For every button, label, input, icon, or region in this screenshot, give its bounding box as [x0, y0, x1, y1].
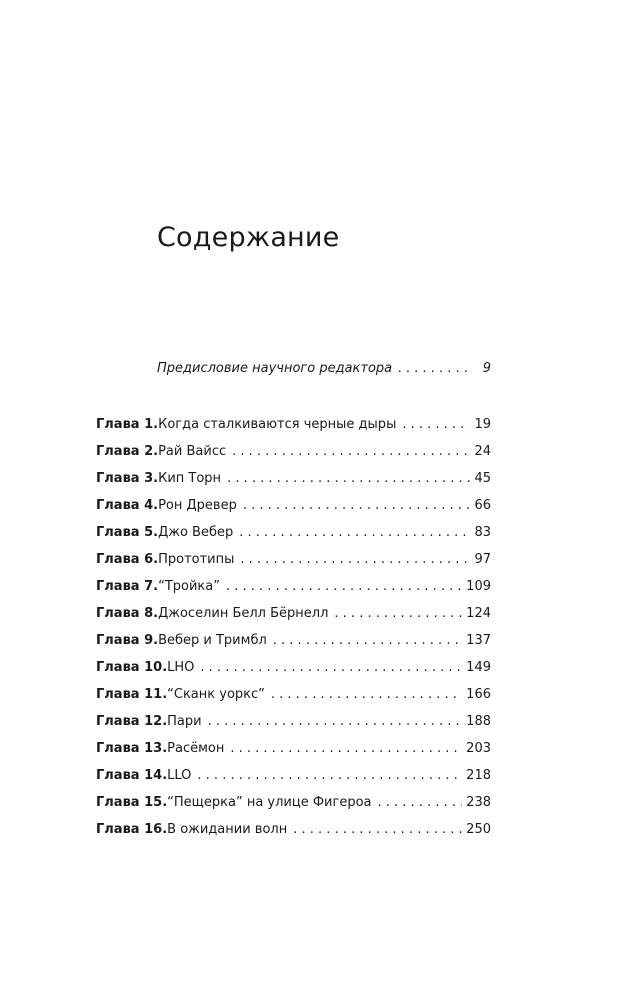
toc-dot-leader	[208, 712, 463, 732]
toc-chapter-label: Глава 14.	[96, 768, 168, 783]
toc-entry-page: 45	[474, 471, 491, 486]
toc-entry-chapter	[96, 820, 491, 840]
toc-entry-chapter	[96, 658, 491, 678]
toc-entry-page: 97	[474, 552, 491, 567]
toc-entry-title: В ожидании волн	[167, 822, 288, 837]
toc-entry-chapter	[96, 766, 491, 786]
toc-entry-title: Расёмон	[167, 741, 225, 756]
toc-chapter-label: Глава 10.	[96, 660, 168, 675]
toc-entry-page: 203	[466, 741, 491, 756]
toc-dot-leader	[402, 415, 470, 435]
toc-chapter-label: Глава 1.	[96, 417, 159, 432]
toc-entry-page: 137	[466, 633, 491, 648]
toc-entry-title: “Тройка”	[158, 579, 220, 594]
toc-chapter-label: Глава 11.	[96, 687, 168, 702]
toc-dot-leader	[271, 685, 462, 705]
toc-dot-leader	[334, 604, 462, 624]
toc-entry-chapter	[96, 415, 491, 435]
toc-entry-chapter	[96, 604, 491, 624]
toc-entry-page: 188	[466, 714, 491, 729]
toc-entry-page: 166	[466, 687, 491, 702]
toc-entry-title: Прототипы	[158, 552, 235, 567]
toc-dot-leader	[200, 658, 462, 678]
toc-entry-title: Рай Вайсс	[158, 444, 227, 459]
toc-entry-page: 66	[474, 498, 491, 513]
toc-entry-title: Предисловие научного редактора	[157, 361, 393, 376]
toc-entry-title: “Сканк уоркс”	[167, 687, 265, 702]
toc-entry-title: Кип Торн	[158, 471, 222, 486]
toc-dot-leader	[230, 739, 462, 759]
toc-entry-title: LLO	[167, 768, 192, 783]
toc-entry-title: Вебер и Тримбл	[158, 633, 267, 648]
toc-chapter-label: Глава 2.	[96, 444, 159, 459]
toc-entry-page: 109	[466, 579, 491, 594]
toc-entry-title: “Пещерка” на улице Фигероа	[167, 795, 372, 810]
toc-entry-chapter	[96, 496, 491, 516]
toc-dot-leader	[227, 469, 470, 489]
page-title: Содержание	[157, 222, 340, 253]
toc-chapter-label: Глава 13.	[96, 741, 168, 756]
toc-entry-page: 124	[466, 606, 491, 621]
toc-dot-leader	[197, 766, 462, 786]
toc-entry-page: 238	[466, 795, 491, 810]
toc-chapter-label: Глава 9.	[96, 633, 159, 648]
toc-chapter-label: Глава 15.	[96, 795, 168, 810]
toc-dot-leader	[232, 442, 470, 462]
toc-entry-chapter	[96, 550, 491, 570]
toc-entry-page: 250	[466, 822, 491, 837]
toc-chapter-label: Глава 7.	[96, 579, 159, 594]
toc-dot-leader	[378, 793, 463, 813]
toc-entry-chapter	[96, 577, 491, 597]
toc-entry-title: Пари	[167, 714, 202, 729]
toc-entry-title: Джоселин Белл Бёрнелл	[158, 606, 329, 621]
toc-dot-leader	[239, 523, 470, 543]
toc-chapter-label: Глава 6.	[96, 552, 159, 567]
toc-entry-page: 9	[482, 361, 491, 376]
toc-entry-page: 149	[466, 660, 491, 675]
toc-entry-chapter	[96, 631, 491, 651]
toc-entry-chapter	[96, 739, 491, 759]
toc-dot-leader	[226, 577, 462, 597]
toc-entry-page: 19	[474, 417, 491, 432]
toc-entry-page: 83	[474, 525, 491, 540]
toc-entry-title: Рон Древер	[158, 498, 237, 513]
toc-chapter-label: Глава 8.	[96, 606, 159, 621]
toc-dot-leader	[273, 631, 462, 651]
toc-chapter-label: Глава 4.	[96, 498, 159, 513]
toc-entry-chapter	[96, 685, 491, 705]
toc-entry-page: 218	[466, 768, 491, 783]
toc-entry-chapter	[96, 523, 491, 543]
toc-dot-leader	[243, 496, 471, 516]
toc-entry-chapter	[96, 442, 491, 462]
toc-entry-page: 24	[474, 444, 491, 459]
toc-chapter-label: Глава 5.	[96, 525, 159, 540]
toc-chapter-label: Глава 12.	[96, 714, 168, 729]
toc-chapter-label: Глава 16.	[96, 822, 168, 837]
toc-entry-preface	[157, 359, 491, 379]
toc-entry-chapter	[96, 793, 491, 813]
toc-entry-chapter	[96, 712, 491, 732]
toc-entry-title: Джо Вебер	[158, 525, 234, 540]
toc-entry-chapter	[96, 469, 491, 489]
toc-dot-leader	[240, 550, 470, 570]
toc-dot-leader	[398, 359, 471, 379]
toc-chapter-label: Глава 3.	[96, 471, 159, 486]
toc-entry-title: Когда сталкиваются черные дыры	[158, 417, 397, 432]
toc-dot-leader	[293, 820, 462, 840]
toc-entry-title: LHO	[167, 660, 195, 675]
